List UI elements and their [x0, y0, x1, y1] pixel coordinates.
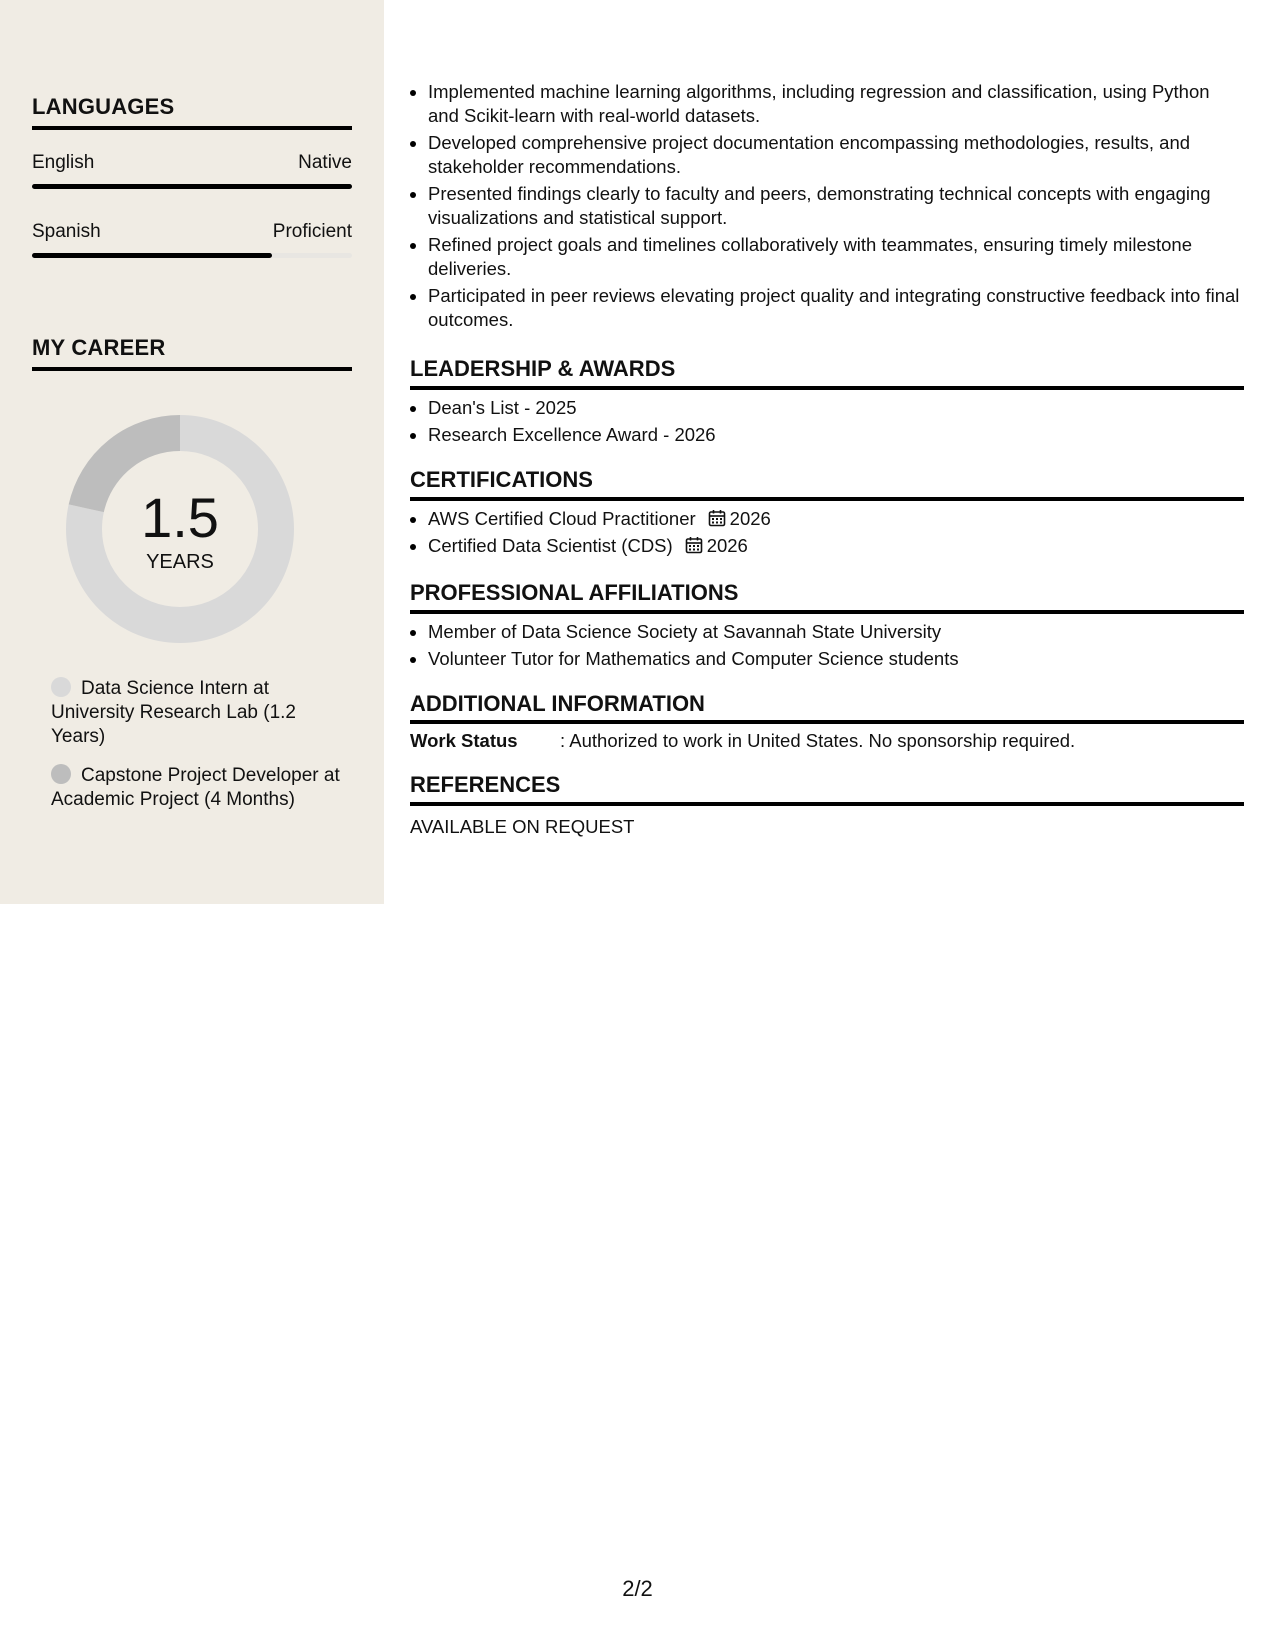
affiliations-heading-rule — [410, 610, 1244, 614]
list-item: Implemented machine learning algorithms, including regression and classification, using Python and Scikit-learn with real-world datasets. — [410, 80, 1244, 128]
legend-dot-icon — [51, 677, 71, 697]
career-legend-label: Data Science Intern at University Research Lab (1.2 Years) — [51, 678, 296, 747]
language-name: English — [32, 152, 95, 173]
experience-bullet-list — [410, 80, 1244, 332]
calendar-icon — [685, 536, 703, 554]
list-item — [410, 507, 1244, 531]
certification-name: AWS Certified Cloud Practitioner — [428, 508, 696, 529]
certifications-heading: CERTIFICATIONS — [410, 467, 593, 492]
list-item: Dean's List - 2025 — [410, 396, 1244, 420]
certifications-heading-rule — [410, 497, 1244, 501]
leadership-list — [410, 396, 1244, 447]
list-item: Research Excellence Award - 2026 — [410, 423, 1244, 447]
legend-dot-icon — [51, 764, 71, 784]
additional-info-heading-rule — [410, 720, 1244, 724]
list-item: Participated in peer reviews elevating project quality and integrating constructive feedback into final outcomes. — [410, 284, 1244, 332]
certifications-list — [410, 507, 1244, 558]
list-item — [410, 534, 1244, 558]
career-legend-label: Capstone Project Developer at Academic Project (4 Months) — [51, 765, 340, 810]
calendar-icon — [708, 509, 726, 527]
additional-info-heading: ADDITIONAL INFORMATION — [410, 691, 705, 716]
career-legend-item — [51, 764, 341, 812]
career-total-unit: YEARS — [146, 551, 214, 573]
affiliations-list — [410, 620, 1244, 671]
experience-section — [410, 80, 1244, 332]
sidebar — [0, 0, 384, 904]
list-item: Member of Data Science Society at Savannah State University — [410, 620, 1244, 644]
list-item: Developed comprehensive project documentation encompassing methodologies, results, and stakeholder recommendations. — [410, 131, 1244, 179]
languages-heading-rule — [32, 126, 352, 130]
work-status-value: : Authorized to work in United States. No sponsorship required. — [560, 730, 1076, 751]
certification-year: 2026 — [706, 535, 748, 556]
career-heading-rule — [32, 367, 352, 371]
references-heading: REFERENCES — [410, 772, 561, 797]
list-item: Volunteer Tutor for Mathematics and Computer Science students — [410, 647, 1244, 671]
list-item: Presented findings clearly to faculty and peers, demonstrating technical concepts with engaging visualizations and statistical support. — [410, 182, 1244, 230]
certification-year: 2026 — [729, 508, 771, 529]
list-item: Refined project goals and timelines collaboratively with teammates, ensuring timely milestone deliveries. — [410, 233, 1244, 281]
career-total-value: 1.5 — [141, 486, 219, 549]
language-bar-spanish — [32, 253, 352, 258]
references-text: AVAILABLE ON REQUEST — [410, 816, 635, 837]
leadership-heading: LEADERSHIP & AWARDS — [410, 356, 676, 381]
work-status-label: Work Status — [410, 730, 518, 751]
career-heading: MY CAREER — [32, 335, 166, 360]
language-level: Proficient — [272, 221, 352, 242]
language-bar-english — [32, 184, 352, 189]
language-bar-fill — [32, 253, 272, 258]
certification-name: Certified Data Scientist (CDS) — [428, 535, 673, 556]
leadership-heading-rule — [410, 386, 1244, 390]
references-heading-rule — [410, 802, 1244, 806]
languages-heading: LANGUAGES — [32, 94, 175, 119]
language-bar-fill — [32, 184, 352, 189]
language-name: Spanish — [32, 221, 101, 242]
career-legend-item — [51, 677, 341, 749]
page-number: 2/2 — [622, 1576, 653, 1601]
language-level: Native — [298, 152, 352, 173]
affiliations-heading: PROFESSIONAL AFFILIATIONS — [410, 580, 739, 605]
